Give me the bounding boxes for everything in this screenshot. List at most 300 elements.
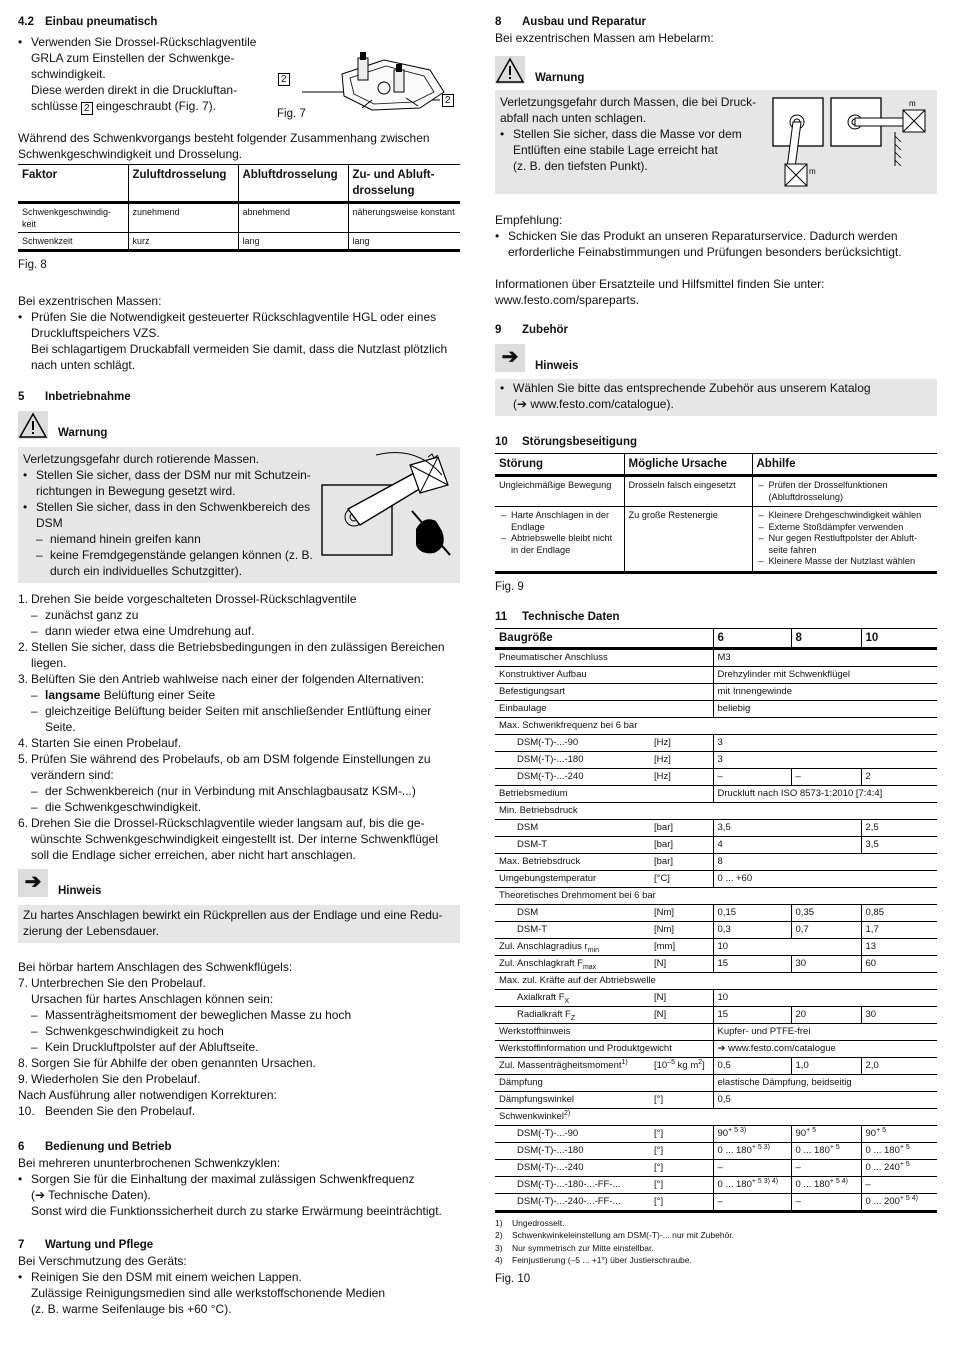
table-cell: DSM (495, 819, 650, 836)
table-cell (495, 507, 624, 573)
dash-item: – langsame Belüftung einer Seite (18, 687, 460, 703)
warning-icon (18, 411, 48, 439)
table-row (495, 507, 937, 573)
unit-cell: [N] (650, 1006, 713, 1023)
text-line: abfall nach unten schlagen. (500, 111, 647, 125)
table-cell: Radialkraft $F_Z$ (495, 1006, 650, 1023)
right-column (495, 14, 937, 1287)
table-cell: mit Innengewinde (713, 683, 937, 700)
text-line: DSM (36, 516, 63, 530)
table-cell: Pneumatischer Anschluss (495, 648, 650, 666)
table-cell: 13 (861, 938, 937, 955)
remedy-item: – Externe Stoßdämpfer verwenden (757, 522, 934, 534)
dash-item: – gleichzeitige Belüftung beider Seiten mit anschließender Entlüftung einer (18, 703, 460, 719)
table-cell: 0 ... $180^{+ 5 3) 4)}$ (713, 1176, 791, 1193)
unit-cell: [°] (650, 1159, 713, 1176)
table-cell: DSM(-T)-...-240 (495, 1159, 650, 1176)
warning-box-rotating-masses (18, 447, 460, 583)
note-header (18, 869, 460, 903)
bullet: • Reinigen Sie den DSM mit einem weichen Lappen. (18, 1269, 460, 1285)
table-row (495, 648, 937, 666)
table-cell: – (713, 1193, 791, 1211)
table-header: 10 (861, 628, 937, 648)
dash-item: – keine Fremdgegenstände gelangen können (z. B. (23, 547, 455, 563)
table-cell: Werkstoffinformation und Produktgewicht (495, 1040, 650, 1057)
text-line: wünschte Schwenkgeschwindigkeit eingestellt ist. Der interne Schwenkflügel (31, 832, 438, 846)
table-cell: 0,35 (791, 904, 861, 921)
table-cell: 0 ... $180^{+ 5}$ (791, 1142, 861, 1159)
table-cell: Min. Betriebsdruck (495, 802, 937, 819)
step-item: 2. Stellen Sie sicher, dass die Betriebsbedingungen in den zulässigen Bereichen (18, 640, 445, 654)
table-header: Zuluftdrosselung (128, 165, 238, 203)
mass-label: m (909, 99, 916, 108)
table-cell: 3,5 (861, 836, 937, 853)
table-cell: Dämpfung (495, 1074, 650, 1091)
catalogue-link: (➔ www.festo.com/catalogue). (513, 397, 674, 411)
table-cell: – (861, 1176, 937, 1193)
text-line: Bei Verschmutzung des Geräts: (18, 1254, 187, 1268)
table-cell: 4 (713, 836, 861, 853)
text-line: Verletzungsgefahr durch rotierende Massen. (23, 452, 260, 466)
text-line: Druckluftspeichers VZS. (31, 326, 160, 340)
table-cell: Befestigungsart (495, 683, 650, 700)
table-cell: 0,5 (713, 1057, 791, 1074)
unit-cell: [mm] (650, 938, 713, 955)
section-5-heading: 5 Inbetriebnahme (18, 391, 131, 403)
footnotes (495, 1217, 937, 1267)
table-cell: DSM(-T)-...-90 (495, 1125, 650, 1142)
table-header: Zu- und Abluft-drosselung (348, 165, 460, 203)
table-cell: Druckluft nach ISO 8573-1:2010 [7:4:4] (713, 785, 937, 802)
unit-cell: [Hz] (650, 734, 713, 751)
table-cell: DSM(-T)-...-180-...-FF-... (495, 1176, 650, 1193)
table-row (495, 751, 937, 768)
section-8-heading: 8 Ausbau und Reparatur (495, 16, 646, 28)
table-cell: Schwenkwinkel$^{2)}$ (495, 1108, 937, 1125)
speed-throttle-table (18, 164, 460, 252)
text-line: Bei schlagartigem Druckabfall vermeiden Sie damit, dass die Nutzlast plötzlich (31, 342, 448, 356)
text-line: zierung der Lebensdauer. (23, 924, 160, 938)
table-row (495, 1006, 937, 1023)
table-cell: 0 ... $180^{+ 5 4)}$ (791, 1176, 861, 1193)
unit-cell: [°] (650, 1193, 713, 1211)
table-cell: 2,0 (861, 1057, 937, 1074)
step-item: 10. Beenden Sie den Probelauf. (18, 1104, 196, 1118)
note-box-accessories (495, 379, 937, 416)
unit-cell: [bar] (650, 819, 713, 836)
text-line: Bei hörbar hartem Anschlagen des Schwenkflügels: (18, 960, 293, 974)
table-cell: DSM(-T)-...-240 (495, 768, 650, 785)
table-cell: 20 (791, 1006, 861, 1023)
fig7-installation-drawing (302, 52, 462, 114)
table-cell: 3 (713, 751, 937, 768)
table-row (495, 819, 937, 836)
bullet: • Wählen Sie bitte das entsprechende Zubehör aus unserem Katalog (500, 380, 932, 396)
remedy-item: – Kleinere Drehgeschwindigkeit wählen (757, 510, 934, 522)
table-cell: näherungsweise konstant (348, 203, 460, 233)
table-cell: 0,3 (713, 921, 791, 938)
table-row (495, 938, 937, 955)
unit-cell: [°] (650, 1176, 713, 1193)
unit-cell (650, 666, 713, 683)
table-cell: 0,15 (713, 904, 791, 921)
table-cell: Schwenkgeschwindig-keit (18, 203, 128, 233)
footnote: 2) Schwenkwinkeleinstellung am DSM(-T)-... nur mit Zubehör. (495, 1230, 735, 1240)
unit-cell: [°] (650, 1142, 713, 1159)
table-row (495, 904, 937, 921)
table-row (495, 785, 937, 802)
table-cell: 10 (713, 989, 937, 1006)
bullet-hgl: • Prüfen Sie die Notwendigkeit gesteuerter Rückschlagventile HGL oder eines (18, 309, 460, 325)
note-label: Hinweis (58, 885, 102, 897)
table-cell: Max. zul. Kräfte auf der Abtriebswelle (495, 972, 937, 989)
hard-stop-steps (18, 959, 460, 1119)
table-cell: Konstruktiver Aufbau (495, 666, 650, 683)
fig7-box-label: 2 (278, 73, 290, 86)
table-cell: kurz (128, 233, 238, 251)
table-row (495, 1176, 937, 1193)
warning-icon (495, 56, 525, 84)
table-row (495, 955, 937, 972)
text-line: Bei exzentrischen Massen am Hebelarm: (495, 31, 714, 45)
table-cell: 15 (713, 955, 791, 972)
table-header: Störung (499, 458, 544, 470)
section-11-heading: 11 Technische Daten (495, 610, 620, 623)
table-cell: $90^{+ 5 3)}$ (713, 1125, 791, 1142)
table-row (18, 233, 460, 251)
table-cell: 2 (861, 768, 937, 785)
table-cell: zunehmend (128, 203, 238, 233)
table-header: Faktor (22, 169, 58, 181)
table-cell: 30 (861, 1006, 937, 1023)
unit-cell: [Hz] (650, 768, 713, 785)
table-row (495, 1074, 937, 1091)
bullet: • Stellen Sie sicher, dass die Masse vor dem (500, 126, 932, 142)
warning-label: Warnung (58, 427, 108, 439)
step-item: 6. Drehen Sie die Drossel-Rückschlagventile wieder langsam auf, bis die ge- (18, 816, 425, 830)
table-cell: 1,7 (861, 921, 937, 938)
table-cell: Zul. Massenträgheitsmoment$^{1)}$ (495, 1057, 650, 1074)
text-line: Entlüften eine stabile Lage erreicht hat (513, 143, 718, 157)
table-cell: Drosseln falsch eingesetzt (624, 476, 752, 507)
table-cell: 0,85 (861, 904, 937, 921)
note-label: Hinweis (535, 360, 579, 372)
remedy-item: – Nur gegen Restluftpolster der Abluft-seite fahren (757, 533, 934, 556)
table-row (495, 887, 937, 904)
fig10-label: Fig. 10 (495, 1272, 531, 1285)
fault-item: – Abtriebswelle bleibt nicht in der Endlage (499, 533, 620, 556)
bullet: • Sorgen Sie für die Einhaltung der maximal zulässigen Schwenkfrequenz (18, 1171, 460, 1187)
bullet-grla: • Verwenden Sie Drossel-Rückschlagventile (18, 34, 268, 50)
warning-box-falling-masses (495, 90, 937, 194)
table-cell: 0,7 (791, 921, 861, 938)
table-cell: 0 ... $240^{+ 5}$ (861, 1159, 937, 1176)
unit-cell: [Nm] (650, 904, 713, 921)
footnote: 4) Feinjustierung (–5 ... +1°) über Justierschraube. (495, 1255, 692, 1265)
table-row (495, 666, 937, 683)
step-item: 5. Prüfen Sie während des Probelaufs, ob am DSM folgende Einstellungen zu (18, 752, 431, 766)
table-cell: 30 (791, 955, 861, 972)
table-cell: Betriebsmedium (495, 785, 650, 802)
table-row (495, 683, 937, 700)
rotating-mass-hazard-drawing (320, 451, 456, 575)
table-row (495, 1159, 937, 1176)
text-line: (z. B. warme Seifenlauge bis +60 °C). (31, 1302, 232, 1316)
unit-cell: [N] (650, 989, 713, 1006)
unit-cell: [bar] (650, 836, 713, 853)
unit-cell: [°] (650, 1091, 713, 1108)
fault-item: – Harte Anschlagen in der Endlage (499, 510, 620, 533)
fig7-box-label-2: 2 (442, 94, 454, 107)
dash-item: – Massenträgheitsmoment der beweglichen Masse zu hoch (18, 1007, 460, 1023)
unit-cell (650, 648, 713, 666)
unit-cell (650, 683, 713, 700)
table-cell: elastische Dämpfung, beidseitig (713, 1074, 937, 1091)
port-box: 2 (81, 102, 93, 115)
table-row (495, 768, 937, 785)
text-line: Bei exzentrischen Massen: (18, 294, 162, 308)
table-cell: Drehzylinder mit Schwenkflügel (713, 666, 937, 683)
table-cell: Werkstoffhinweis (495, 1023, 650, 1040)
text-line: erforderliche Feinabstimmungen und Prüfungen besonders berücksichtigt. (508, 245, 902, 259)
table-cell: – (791, 1159, 861, 1176)
bullet: • Stellen Sie sicher, dass in den Schwenkbereich des (23, 499, 455, 515)
table-row (495, 972, 937, 989)
text-line: Empfehlung: (495, 213, 563, 227)
unit-cell: [N] (650, 955, 713, 972)
fig8-label: Fig. 8 (18, 259, 47, 271)
troubleshooting-table (495, 453, 937, 574)
table-cell: 2,5 (861, 819, 937, 836)
table-row (495, 1193, 937, 1211)
table-cell: Max. Schwenkfrequenz bei 6 bar (495, 717, 937, 734)
technical-data-table (495, 628, 937, 1213)
unit-cell (650, 1023, 713, 1040)
dash-item: – niemand hinein greifen kann (23, 531, 455, 547)
text-line: Nach Ausführung aller notwendigen Korrekturen: (18, 1088, 277, 1102)
step-item: 1. Drehen Sie beide vorgeschalteten Drossel-Rückschlagventile (18, 592, 357, 606)
bullet: • Stellen Sie sicher, dass der DSM nur mit Schutzein- (23, 467, 455, 483)
text-line: Verletzungsgefahr durch Massen, die bei Druck- (500, 95, 757, 109)
table-row (495, 870, 937, 887)
step-item: 9. Wiederholen Sie den Probelauf. (18, 1072, 201, 1086)
commissioning-steps (18, 591, 460, 863)
unit-cell (650, 700, 713, 717)
table-row (18, 203, 460, 233)
table-cell: M3 (713, 648, 937, 666)
table-cell: Max. Betriebsdruck (495, 853, 650, 870)
text-line: Zulässige Reinigungsmedien sind alle werkstoffschonende Medien (31, 1286, 385, 1300)
unit-cell (650, 1074, 713, 1091)
step-item: 7. Unterbrechen Sie den Probelauf. (18, 976, 206, 990)
table-row (495, 836, 937, 853)
text-line: Informationen über Ersatzteile und Hilfsmittel finden Sie unter: (495, 277, 825, 291)
table-cell: 3,5 (713, 819, 861, 836)
text-line: liegen. (31, 656, 67, 670)
eccentric-mass-drawing (771, 96, 931, 192)
table-row (495, 921, 937, 938)
section-4-2-body (18, 30, 460, 120)
table-cell: 0 ... +60 (713, 870, 937, 887)
note-box-hard-stop (18, 905, 460, 943)
dash-item: – der Schwenkbereich (nur in Verbindung mit Anschlagbausatz KSM-...) (18, 783, 460, 799)
dash-item: – Schwenkgeschwindigkeit zu hoch (18, 1023, 460, 1039)
left-column (18, 14, 460, 1317)
note-header (495, 344, 937, 378)
text-line: verändern sind: (31, 768, 114, 782)
text-line: Sonst wird die Funktionssicherheit durch zu starke Erwärmung beeinträchtigt. (31, 1204, 442, 1218)
table-cell: Zu große Restenergie (624, 507, 752, 573)
table-cell: $90^{+ 5}$ (791, 1125, 861, 1142)
table-row (495, 802, 937, 819)
table-cell: DSM(-T)-...-90 (495, 734, 650, 751)
text-line: (➔ Technische Daten). (31, 1188, 151, 1202)
table-cell: 10 (713, 938, 861, 955)
table-cell: 15 (713, 1006, 791, 1023)
text-line: nach unten schlägt. (31, 358, 136, 372)
text-line: Schwenkgeschwindigkeit und Drosselung. (18, 147, 243, 161)
table-cell: 0 ... $180^{+ 5 3)}$ (713, 1142, 791, 1159)
table-cell (752, 507, 937, 573)
dash-item: – dann wieder etwa eine Umdrehung auf. (18, 623, 460, 639)
dash-item: – die Schwenkgeschwindigkeit. (18, 799, 460, 815)
table-cell: 0 ... $200^{+ 5 4)}$ (861, 1193, 937, 1211)
table-row (495, 476, 937, 507)
unit-cell: [°] (650, 1125, 713, 1142)
text-line: Diese werden direkt in die Druckluftan- (31, 83, 238, 97)
table-cell: Zul. Anschlagkraft $F_{max}$ (495, 955, 650, 972)
text-line: Seite. (45, 720, 76, 734)
table-row (495, 1091, 937, 1108)
table-cell: DSM-T (495, 836, 650, 853)
table-cell: abnehmend (238, 203, 348, 233)
table-cell: Theoretisches Drehmoment bei 6 bar (495, 887, 937, 904)
unit-cell: [$10^{-5}$ kg $m^2$] (650, 1057, 713, 1074)
text-line: schwindigkeit. (31, 67, 106, 81)
table-cell: 0 ... $180^{+ 5}$ (861, 1142, 937, 1159)
spareparts-url: www.festo.com/spareparts. (495, 293, 640, 307)
table-cell: DSM(-T)-...-180 (495, 1142, 650, 1159)
table-header: 6 (713, 628, 791, 648)
table-cell: beliebig (713, 700, 937, 717)
table-cell: – (791, 1193, 861, 1211)
table-row (495, 1125, 937, 1142)
text-line: Bei mehreren ununterbrochenen Schwenkzyklen: (18, 1156, 281, 1170)
table-row (495, 1108, 937, 1125)
table-header: Baugröße (499, 631, 553, 644)
footnote: 3) Nur symmetrisch zur Mitte einstellbar. (495, 1242, 654, 1253)
warning-header (18, 411, 460, 445)
table-row (495, 853, 937, 870)
table-row (495, 717, 937, 734)
section-7-heading: 7 Wartung und Pflege (18, 1239, 154, 1251)
unit-cell: [Nm] (650, 921, 713, 938)
text-line: GRLA zum Einstellen der Schwenkge- (31, 51, 235, 65)
table-cell: Dämpfungswinkel (495, 1091, 650, 1108)
text-line: richtungen in Bewegung gesetzt wird. (36, 484, 236, 498)
table-cell: lang (238, 233, 348, 251)
table-cell: Axialkraft $F_X$ (495, 989, 650, 1006)
dash-item: – zunächst ganz zu (18, 607, 460, 623)
fig7-label: Fig. 7 (277, 108, 306, 120)
table-cell: 1,0 (791, 1057, 861, 1074)
text-line: schlüsse 2 eingeschraubt (Fig. 7). (31, 99, 216, 114)
section-6-heading: 6 Bedienung und Betrieb (18, 1141, 172, 1153)
table-cell: ➔ www.festo.com/catalogue (713, 1040, 937, 1057)
step-item: 3. Belüften Sie den Antrieb wahlweise nach einer der folgenden Alternativen: (18, 672, 424, 686)
text-line: durch ein individuelles Schutzgitter). (50, 564, 243, 578)
table-row (495, 700, 937, 717)
table-cell: 8 (713, 853, 937, 870)
table-header: Abluftdrosselung (238, 165, 348, 203)
section-4-2-heading: 4.2 Einbau pneumatisch (18, 16, 158, 28)
table-cell: Schwenkzeit (18, 233, 128, 251)
bullet: • Schicken Sie das Produkt an unseren Reparaturservice. Dadurch werden (495, 228, 937, 244)
unit-cell: [°C] (650, 870, 713, 887)
table-row (495, 1057, 937, 1074)
table-row (495, 989, 937, 1006)
table-row (495, 1040, 937, 1057)
table-cell (752, 476, 937, 507)
table-cell: – (713, 768, 791, 785)
text-line: Während des Schwenkvorgangs besteht folgender Zusammenhang zwischen (18, 131, 430, 145)
table-cell: lang (348, 233, 460, 251)
table-header: 8 (791, 628, 861, 648)
table-cell: DSM(-T)-...-180 (495, 751, 650, 768)
table-cell: Einbaulage (495, 700, 650, 717)
table-cell: 60 (861, 955, 937, 972)
warning-label: Warnung (535, 72, 585, 84)
table-header: Abhilfe (752, 454, 937, 476)
table-row (495, 1023, 937, 1040)
table-row (495, 734, 937, 751)
text-line: (z. B. den tiefsten Punkt). (513, 159, 648, 173)
dash-item: – Kein Druckluftpolster auf der Abluftseite. (18, 1039, 460, 1055)
text-line: Ursachen für hartes Anschlagen können sein: (31, 992, 274, 1006)
table-cell: Ungleichmäßige Bewegung (495, 476, 624, 507)
table-cell: Kupfer- und PTFE-frei (713, 1023, 937, 1040)
table-cell: 3 (713, 734, 937, 751)
table-cell: 0,5 (713, 1091, 937, 1108)
section-9-heading: 9 Zubehör (495, 324, 568, 336)
table-cell: DSM(-T)-...-240-...-FF-... (495, 1193, 650, 1211)
arrow-right-icon: ➔ (18, 869, 48, 897)
text-line: soll die Endlage sicher erreichen, aber nicht hart anschlagen. (31, 848, 356, 862)
table-cell: Zul. Anschlagradius $r_{min}$ (495, 938, 650, 955)
unit-cell: [Hz] (650, 751, 713, 768)
unit-cell (650, 785, 713, 802)
table-cell: – (713, 1159, 791, 1176)
table-cell: DSM-T (495, 921, 650, 938)
remedy-item: – Kleinere Masse der Nutzlast wählen (757, 556, 934, 568)
table-header: Mögliche Ursache (624, 454, 752, 476)
table-cell: – (791, 768, 861, 785)
remedy-item: – Prüfen der Drosselfunktionen (Abluftdrosselung) (757, 480, 934, 503)
text-line: Zu hartes Anschlagen bewirkt ein Rückprellen aus der Endlage und eine Redu- (23, 908, 443, 922)
fig9-label: Fig. 9 (495, 580, 524, 593)
table-cell: DSM (495, 904, 650, 921)
section-10-heading: 10 Störungsbeseitigung (495, 436, 637, 448)
table-cell: $90^{+ 5}$ (861, 1125, 937, 1142)
warning-header (495, 56, 937, 90)
arrow-right-icon: ➔ (495, 344, 525, 372)
unit-cell: [bar] (650, 853, 713, 870)
footnote: 1) Ungedrosselt. (495, 1217, 565, 1228)
table-row (495, 1142, 937, 1159)
step-item: 8. Sorgen Sie für Abhilfe der oben genannten Ursachen. (18, 1056, 316, 1070)
mass-label: m (809, 167, 816, 176)
table-cell: Umgebungstemperatur (495, 870, 650, 887)
